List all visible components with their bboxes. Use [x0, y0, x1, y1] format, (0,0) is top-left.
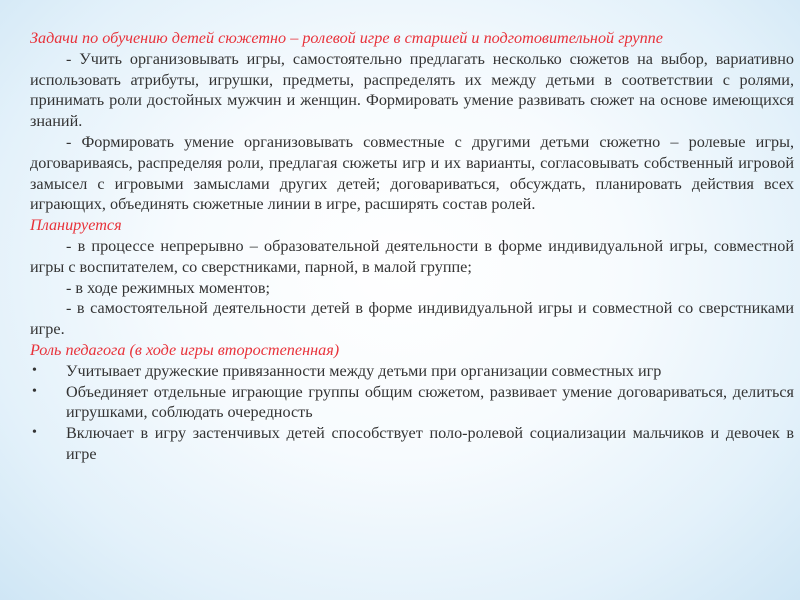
list-item-text: Учитывает дружеские привязанности между детьми при организации совместных игр — [66, 361, 662, 380]
bullet-icon: • — [32, 362, 37, 378]
bullet-icon: • — [32, 383, 37, 399]
planned-heading: Планируется — [30, 216, 122, 235]
teacher-role-heading: Роль педагога (в ходе игры второстепенная) — [30, 340, 340, 359]
teacher-role-list — [30, 361, 794, 465]
slide-content — [30, 28, 794, 465]
planned-item-1: - в процессе непрерывно – образовательной деятельности в форме индивидуальной игры, совместной игры с воспитателем, со сверстниками, парной, в малой группе; — [30, 236, 794, 276]
list-item — [30, 382, 794, 424]
tasks-paragraph-1: - Учить организовывать игры, самостоятельно предлагать несколько сюжетов на выбор, вариативно использовать атрибуты, игрушки, предметы, распределять их между детьми в соответствии с ролями, принимать роли достойных мужчин и женщин. Формировать умение развивать сюжет на основе имеющихся знаний. — [30, 49, 794, 131]
list-item-text: Объединяет отдельные играющие группы общим сюжетом, развивает умение договариваться, делиться игрушками, соблюдать очередность — [66, 382, 794, 422]
planned-item-2: - в ходе режимных моментов; — [66, 278, 270, 297]
bullet-icon: • — [32, 425, 37, 441]
planned-item-3: - в самостоятельной деятельности детей в форме индивидуальной игры и совместной со сверстниками игре. — [30, 299, 794, 339]
list-item — [30, 361, 794, 382]
tasks-heading: Задачи по обучению детей сюжетно – ролевой игре в старшей и подготовительной группе — [30, 29, 663, 47]
tasks-paragraph-2: - Формировать умение организовывать совместные с другими детьми сюжетно – ролевые игры, договариваясь, распределяя роли, предлагая сюжеты игр и их варианты, согласовывать собственный игровой замысел с игровыми замыслами других детей; договариваться, обсуждать, планировать действия всех играющих, объединять сюжетные линии в игре, расширять состав ролей. — [30, 132, 794, 214]
list-item — [30, 423, 794, 465]
list-item-text: Включает в игру застенчивых детей способствует поло-ролевой социализации мальчиков и девочек в игре — [66, 424, 794, 463]
